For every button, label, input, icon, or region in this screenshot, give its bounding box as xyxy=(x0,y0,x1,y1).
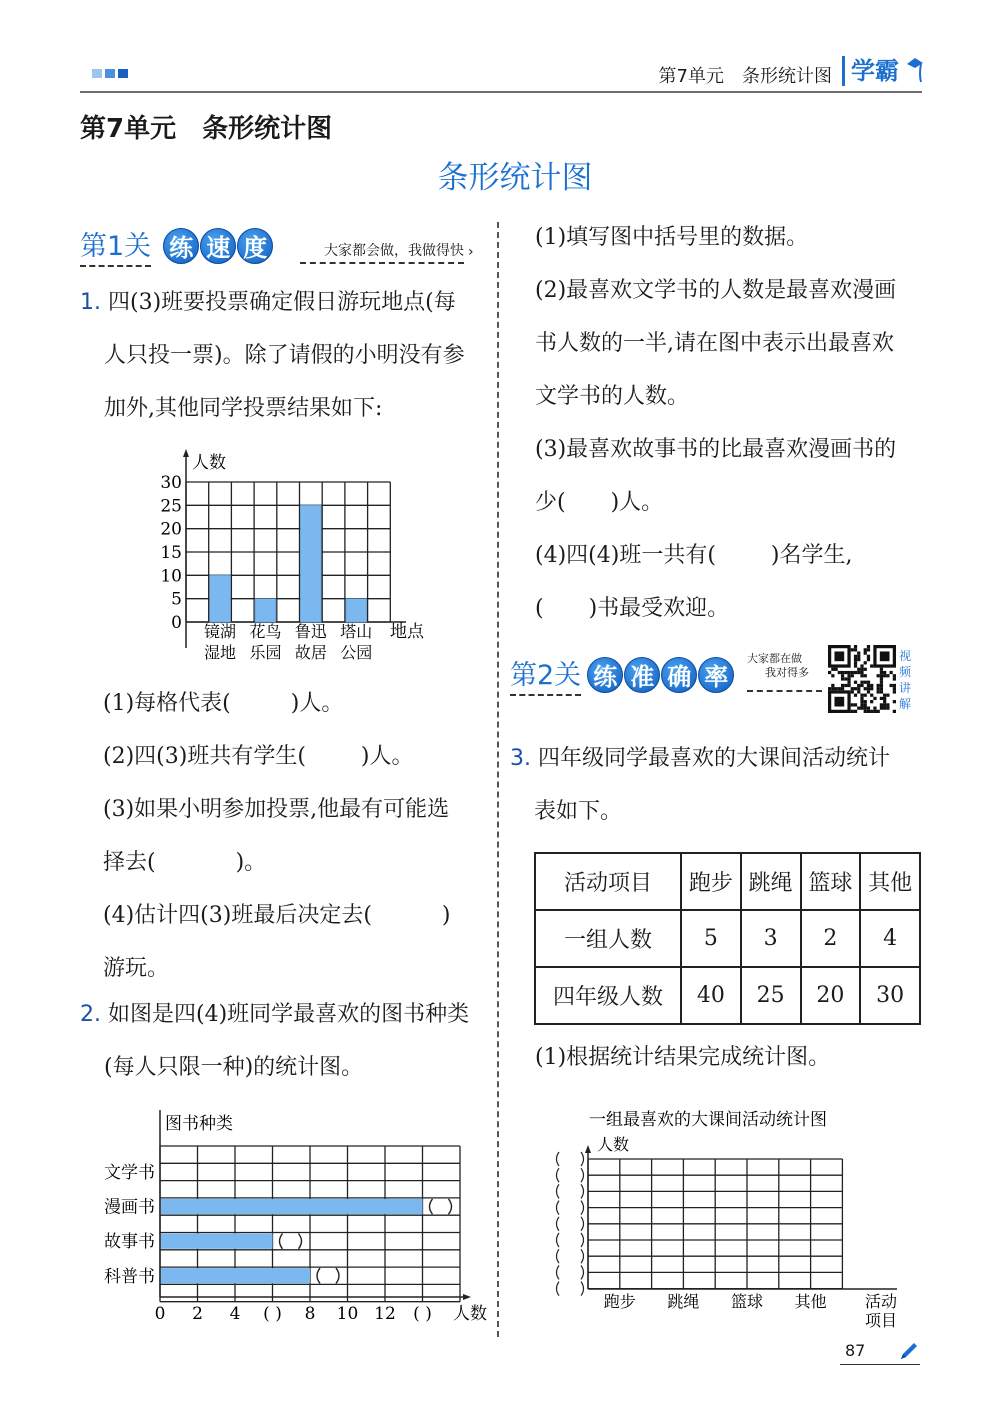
qr-module xyxy=(864,707,867,710)
level1-badge: 速 xyxy=(200,228,236,264)
qr-module xyxy=(886,707,889,710)
qr-module xyxy=(860,674,863,677)
graduation-cap-icon xyxy=(905,56,923,86)
qr-module xyxy=(860,700,863,703)
qr-module xyxy=(864,694,867,697)
qr-module xyxy=(883,703,886,706)
x-axis-label: 项目 xyxy=(865,1311,898,1330)
qr-module xyxy=(834,687,837,690)
x-axis-label: 人数 xyxy=(453,1304,487,1324)
subquestion: (2)四(3)班共有学生( )人。 xyxy=(103,744,414,769)
qr-module xyxy=(890,671,893,674)
table-row xyxy=(535,910,920,967)
qr-module xyxy=(831,684,834,687)
qr-module xyxy=(877,710,880,713)
header-square xyxy=(92,69,102,78)
qr-module xyxy=(893,684,896,687)
header-unit-label: 第7单元 条形统计图 xyxy=(658,66,832,87)
qr-module xyxy=(831,668,834,671)
level2-badge: 准 xyxy=(624,657,660,693)
qr-module xyxy=(851,703,854,706)
level2-dashed-arrow xyxy=(747,690,822,692)
y-tick-blank-left-paren xyxy=(557,1184,560,1198)
subquestion: 少( )人。 xyxy=(535,490,664,515)
qr-module xyxy=(880,703,883,706)
level2-heading xyxy=(510,653,734,696)
qr-module xyxy=(880,668,883,671)
qr-module xyxy=(890,684,893,687)
qr-module xyxy=(873,697,876,700)
qr-module xyxy=(867,645,870,648)
qr-module xyxy=(857,658,860,661)
qr-module xyxy=(854,648,857,651)
qr-module xyxy=(851,687,854,690)
y-tick-blank-right-paren xyxy=(581,1282,584,1296)
qr-module xyxy=(857,690,860,693)
table-header-row xyxy=(535,853,920,910)
question-2 xyxy=(80,988,500,1094)
qr-module xyxy=(867,707,870,710)
question-3-subquestions xyxy=(535,1031,935,1084)
header-rule xyxy=(80,91,922,93)
question-text-line: 四(3)班要投票确定假日游玩地点(每 xyxy=(108,290,456,315)
x-tick-label: ( ) xyxy=(263,1304,282,1324)
y-tick-label: 20 xyxy=(160,519,182,540)
qr-module xyxy=(893,710,896,713)
pencil-icon xyxy=(897,1341,919,1363)
qr-module xyxy=(880,707,883,710)
qr-module xyxy=(838,687,841,690)
subquestion: (1)填写图中括号里的数据。 xyxy=(535,225,809,250)
x-tick-label: 其他 xyxy=(794,1292,827,1311)
qr-module xyxy=(877,674,880,677)
y-axis-arrow-icon xyxy=(183,449,189,457)
qr-module xyxy=(864,687,867,690)
qr-module xyxy=(844,677,847,680)
y-tick-label: 漫画书 xyxy=(104,1197,155,1218)
level1-badge: 练 xyxy=(163,228,199,264)
qr-module xyxy=(883,707,886,710)
y-tick-label: 5 xyxy=(171,589,182,610)
question-number: 2. xyxy=(80,1002,101,1027)
qr-module xyxy=(828,687,831,690)
qr-module xyxy=(857,651,860,654)
bar xyxy=(346,599,367,622)
y-tick-label: 10 xyxy=(160,566,182,587)
question-number: 3. xyxy=(510,746,531,771)
table-header: 活动项目 xyxy=(535,853,681,910)
qr-module xyxy=(867,684,870,687)
qr-module xyxy=(880,674,883,677)
qr-module xyxy=(883,674,886,677)
qr-module xyxy=(860,664,863,667)
qr-module xyxy=(864,651,867,654)
qr-module xyxy=(867,658,870,661)
qr-module xyxy=(860,671,863,674)
qr-module xyxy=(860,707,863,710)
qr-module xyxy=(860,694,863,697)
x-tick-label: 公园 xyxy=(340,643,373,662)
qr-module xyxy=(873,707,876,710)
qr-finder xyxy=(880,651,890,661)
page-title: 第7单元 条形统计图 xyxy=(80,114,333,144)
x-axis-label: 地点 xyxy=(390,622,424,642)
qr-module xyxy=(851,674,854,677)
bar xyxy=(161,1199,423,1214)
table-cell: 40 xyxy=(681,967,741,1024)
table-cell: 2 xyxy=(801,910,861,967)
level1-slogan: 大家都会做，我做得快 xyxy=(300,240,464,264)
chart-group-activities xyxy=(535,1100,935,1335)
y-tick-label: 文学书 xyxy=(104,1162,155,1183)
header-square xyxy=(105,69,115,78)
x-axis-label: 活动 xyxy=(865,1292,898,1311)
value-blank-left-paren xyxy=(430,1199,433,1214)
qr-module xyxy=(864,668,867,671)
subquestion: 书人数的一半,请在图中表示出最喜欢 xyxy=(535,331,894,356)
qr-module xyxy=(847,684,850,687)
qr-module xyxy=(867,710,870,713)
bar xyxy=(255,599,276,622)
subquestion: 择去( )。 xyxy=(103,850,267,875)
qr-module xyxy=(877,690,880,693)
level1-badges xyxy=(163,228,273,264)
subquestion: (1)每格代表( )人。 xyxy=(103,691,344,716)
qr-module xyxy=(831,674,834,677)
question-3 xyxy=(510,732,930,838)
y-tick-blank-right-paren xyxy=(581,1201,584,1215)
qr-module xyxy=(880,671,883,674)
bar xyxy=(161,1268,310,1283)
qr-module xyxy=(880,687,883,690)
table-cell: 一组人数 xyxy=(535,910,681,967)
x-tick-label: 塔山 xyxy=(340,622,373,641)
level2-badge: 率 xyxy=(698,657,734,693)
qr-module xyxy=(851,690,854,693)
qr-module xyxy=(883,700,886,703)
qr-module xyxy=(847,674,850,677)
level1-label: 第1关 xyxy=(80,224,151,267)
qr-module xyxy=(883,697,886,700)
qr-module xyxy=(854,645,857,648)
y-tick-blank-left-paren xyxy=(557,1265,560,1279)
y-axis-arrow-icon xyxy=(585,1145,591,1153)
y-tick-blank-left-paren xyxy=(557,1233,560,1247)
table-header: 跳绳 xyxy=(741,853,801,910)
table-header: 篮球 xyxy=(801,853,861,910)
x-tick-label: 0 xyxy=(154,1304,166,1324)
qr-module xyxy=(828,671,831,674)
table-cell: 5 xyxy=(681,910,741,967)
y-tick-blank-right-paren xyxy=(581,1233,584,1247)
x-tick-label: 12 xyxy=(374,1304,396,1324)
value-blank-left-paren xyxy=(317,1268,320,1283)
x-tick-label: 湿地 xyxy=(204,643,237,662)
qr-module xyxy=(886,694,889,697)
qr-module xyxy=(864,700,867,703)
page-number: 87 xyxy=(845,1341,866,1360)
y-tick-label: 30 xyxy=(160,473,182,493)
qr-module xyxy=(838,671,841,674)
y-tick-blank-left-paren xyxy=(557,1152,560,1166)
table-cell: 30 xyxy=(860,967,920,1024)
qr-code-icon[interactable] xyxy=(828,645,896,715)
value-blank-right-paren xyxy=(299,1234,302,1249)
y-tick-blank-left-paren xyxy=(557,1168,560,1182)
level2-slogan: 大家都在做 我对得多 xyxy=(747,652,809,679)
y-tick-label: 0 xyxy=(171,613,182,633)
qr-module xyxy=(844,671,847,674)
level2-label: 第2关 xyxy=(510,653,581,696)
qr-module xyxy=(860,681,863,684)
y-tick-label: 15 xyxy=(160,543,182,563)
header-square xyxy=(118,69,128,78)
subquestion: (4)估计四(3)班最后决定去( ) xyxy=(103,903,451,928)
qr-module xyxy=(847,671,850,674)
qr-module xyxy=(841,684,844,687)
qr-module xyxy=(854,681,857,684)
qr-module xyxy=(854,664,857,667)
qr-module xyxy=(864,648,867,651)
table-cell: 25 xyxy=(741,967,801,1024)
qr-module xyxy=(870,664,873,667)
y-tick-blank-right-paren xyxy=(581,1217,584,1231)
qr-module xyxy=(860,703,863,706)
question-1 xyxy=(80,276,500,435)
bar xyxy=(161,1234,273,1249)
level2-badges xyxy=(587,657,734,693)
question-number: 1. xyxy=(80,290,101,315)
subquestion: (1)根据统计结果完成统计图。 xyxy=(535,1045,831,1070)
section-title: 条形统计图 xyxy=(437,160,593,196)
question-text-line: 加外,其他同学投票结果如下: xyxy=(104,396,383,421)
y-tick-blank-left-paren xyxy=(557,1217,560,1231)
qr-module xyxy=(867,648,870,651)
y-axis-label: 人数 xyxy=(192,453,226,473)
y-tick-label: 25 xyxy=(160,496,182,517)
qr-module xyxy=(844,684,847,687)
qr-module xyxy=(857,655,860,658)
question-text-line: (每人只限一种)的统计图。 xyxy=(104,1055,364,1080)
qr-module xyxy=(851,648,854,651)
qr-finder xyxy=(834,651,844,661)
qr-module xyxy=(870,700,873,703)
y-tick-blank-right-paren xyxy=(581,1249,584,1263)
qr-module xyxy=(854,694,857,697)
qr-module xyxy=(857,668,860,671)
subquestion: ( )书最受欢迎。 xyxy=(535,596,730,621)
qr-module xyxy=(867,681,870,684)
qr-module xyxy=(860,697,863,700)
x-tick-label: 2 xyxy=(192,1304,203,1324)
question-1-subquestions xyxy=(103,677,503,995)
x-tick-label: 4 xyxy=(229,1304,241,1324)
qr-module xyxy=(854,710,857,713)
qr-module xyxy=(870,687,873,690)
x-tick-label: ( ) xyxy=(413,1304,432,1324)
level2-badge: 练 xyxy=(587,657,623,693)
qr-module xyxy=(860,684,863,687)
qr-module xyxy=(864,703,867,706)
qr-module xyxy=(886,674,889,677)
table-cell: 4 xyxy=(860,910,920,967)
qr-module xyxy=(880,684,883,687)
qr-module xyxy=(893,687,896,690)
qr-module xyxy=(857,671,860,674)
video-explanation-label[interactable]: 视 频 讲 解 xyxy=(899,649,912,711)
qr-module xyxy=(860,668,863,671)
level1-heading xyxy=(80,224,273,267)
level1-badge: 度 xyxy=(237,228,273,264)
level2-badge: 确 xyxy=(661,657,697,693)
qr-module xyxy=(880,681,883,684)
subquestion: (4)四(4)班一共有( )名学生, xyxy=(535,543,853,568)
qr-module xyxy=(864,661,867,664)
qr-module xyxy=(841,687,844,690)
question-text-line: 表如下。 xyxy=(534,799,623,824)
qr-module xyxy=(877,687,880,690)
y-tick-blank-left-paren xyxy=(557,1282,560,1296)
question-text-line: 人只投一票)。除了请假的小明没有参 xyxy=(104,343,465,368)
qr-module xyxy=(893,677,896,680)
subquestion: (3)最喜欢故事书的比最喜欢漫画书的 xyxy=(535,437,897,462)
qr-module xyxy=(867,690,870,693)
table-cell: 20 xyxy=(801,967,861,1024)
qr-module xyxy=(857,687,860,690)
qr-module xyxy=(841,671,844,674)
qr-module xyxy=(847,681,850,684)
qr-module xyxy=(883,694,886,697)
qr-module xyxy=(854,687,857,690)
table-row xyxy=(535,967,920,1024)
qr-finder xyxy=(834,697,844,707)
qr-module xyxy=(854,703,857,706)
y-tick-blank-right-paren xyxy=(581,1152,584,1166)
question-text-line: 如图是四(4)班同学最喜欢的图书种类 xyxy=(108,1002,470,1027)
qr-module xyxy=(847,677,850,680)
table-header: 跑步 xyxy=(681,853,741,910)
qr-module xyxy=(851,671,854,674)
table-cell: 3 xyxy=(741,910,801,967)
chart-title: 一组最喜欢的大课间活动统计图 xyxy=(589,1110,827,1130)
activity-stats-table xyxy=(534,852,921,1025)
value-blank-left-paren xyxy=(280,1234,283,1249)
x-tick-label: 篮球 xyxy=(730,1292,764,1311)
subquestion: (3)如果小明参加投票,他最有可能选 xyxy=(103,797,450,822)
footer-rule xyxy=(840,1364,920,1365)
qr-module xyxy=(854,655,857,658)
subquestion: 文学书的人数。 xyxy=(535,384,690,409)
chart-book-types xyxy=(95,1105,495,1330)
x-tick-label: 故居 xyxy=(294,643,327,662)
x-tick-label: 镜湖 xyxy=(204,622,237,641)
qr-module xyxy=(854,661,857,664)
qr-module xyxy=(886,703,889,706)
table-cell: 四年级人数 xyxy=(535,967,681,1024)
qr-module xyxy=(870,694,873,697)
x-tick-label: 跑步 xyxy=(603,1292,636,1311)
chart-vote-results xyxy=(150,448,450,668)
qr-module xyxy=(877,684,880,687)
qr-module xyxy=(867,655,870,658)
qr-module xyxy=(857,684,860,687)
qr-module xyxy=(864,710,867,713)
value-blank-right-paren xyxy=(336,1268,339,1283)
y-tick-blank-right-paren xyxy=(581,1265,584,1279)
x-tick-label: 8 xyxy=(304,1304,316,1324)
qr-module xyxy=(880,697,883,700)
header-decoration xyxy=(92,69,128,78)
y-tick-blank-right-paren xyxy=(581,1184,584,1198)
y-tick-blank-left-paren xyxy=(557,1201,560,1215)
qr-module xyxy=(870,710,873,713)
subquestion: (2)最喜欢文学书的人数是最喜欢漫画 xyxy=(535,278,897,303)
brand-logo: 学霸 xyxy=(842,56,899,86)
qr-module xyxy=(893,700,896,703)
qr-module xyxy=(883,671,886,674)
value-blank-right-paren xyxy=(449,1199,452,1214)
qr-module xyxy=(873,710,876,713)
table-header: 其他 xyxy=(860,853,920,910)
qr-module xyxy=(867,687,870,690)
qr-module xyxy=(851,710,854,713)
y-tick-blank-right-paren xyxy=(581,1168,584,1182)
x-axis-arrow-icon xyxy=(463,1294,471,1300)
x-tick-label: 花鸟 xyxy=(249,622,282,641)
qr-module xyxy=(893,690,896,693)
qr-module xyxy=(864,674,867,677)
y-axis-label: 图书种类 xyxy=(165,1114,233,1134)
subquestion: 游玩。 xyxy=(103,956,170,981)
question-text-line: 四年级同学最喜欢的大课间活动统计 xyxy=(538,746,891,771)
x-tick-label: 鲁迅 xyxy=(294,622,327,641)
question-2-subquestions xyxy=(535,211,935,635)
x-tick-label: 跳绳 xyxy=(667,1292,700,1311)
y-tick-label: 故事书 xyxy=(104,1232,155,1253)
qr-module xyxy=(893,674,896,677)
y-tick-blank-left-paren xyxy=(557,1249,560,1263)
qr-module xyxy=(831,687,834,690)
qr-module xyxy=(834,668,837,671)
qr-module xyxy=(864,681,867,684)
bar xyxy=(210,575,231,622)
x-tick-label: 乐园 xyxy=(249,643,282,662)
qr-module xyxy=(870,684,873,687)
x-tick-label: 10 xyxy=(336,1304,359,1324)
qr-module xyxy=(841,677,844,680)
bar xyxy=(301,505,322,622)
qr-module xyxy=(841,674,844,677)
qr-module xyxy=(857,707,860,710)
qr-module xyxy=(854,671,857,674)
qr-module xyxy=(854,658,857,661)
y-tick-label: 科普书 xyxy=(104,1266,155,1287)
y-axis-label: 人数 xyxy=(597,1135,630,1154)
qr-module xyxy=(880,690,883,693)
qr-module xyxy=(880,677,883,680)
arrow-right-icon: › xyxy=(468,244,474,260)
